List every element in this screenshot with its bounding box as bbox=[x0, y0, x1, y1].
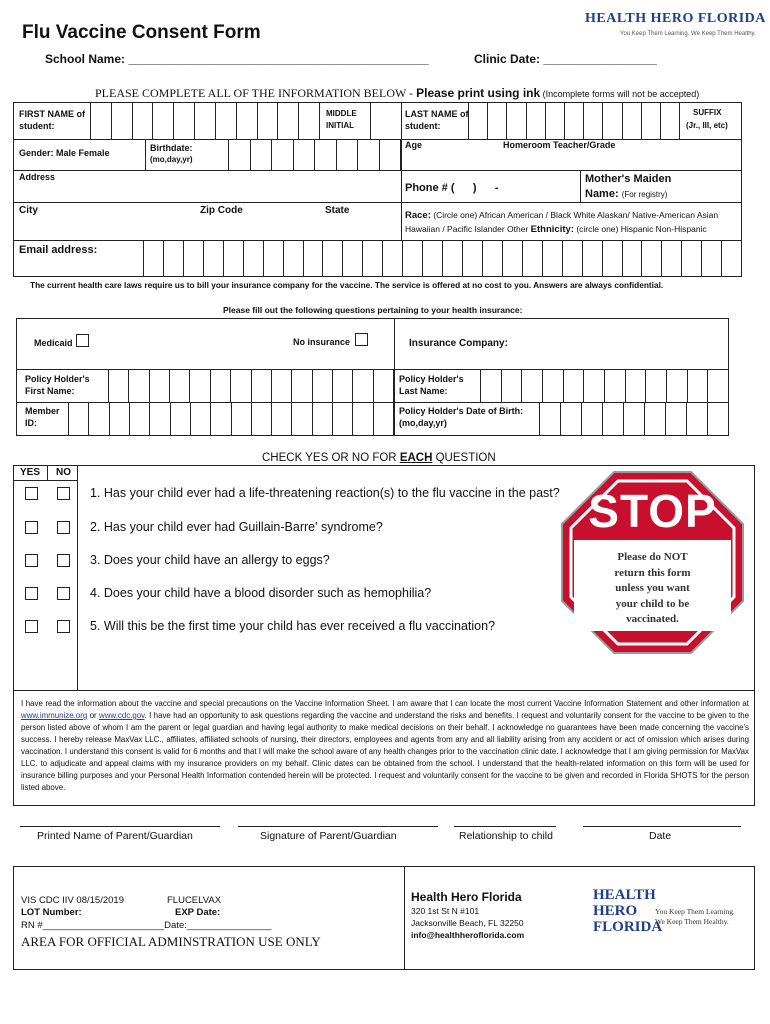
phone-label[interactable]: Phone # ( ) - bbox=[405, 182, 499, 194]
footer-logo-line-1: HEALTH bbox=[593, 887, 656, 903]
q3-no-checkbox[interactable] bbox=[57, 554, 70, 567]
lot-number-label[interactable]: LOT Number: bbox=[21, 907, 82, 918]
form-title: Flu Vaccine Consent Form bbox=[22, 22, 261, 43]
no-insurance-label: No insurance bbox=[293, 337, 351, 347]
last-name-input[interactable] bbox=[468, 102, 680, 139]
gender-label[interactable]: Gender: Male Female bbox=[19, 148, 110, 158]
org-address-1: 320 1st St N #101 bbox=[411, 906, 480, 916]
city-label[interactable]: City bbox=[19, 205, 38, 216]
stop-line-4: your child to be bbox=[615, 597, 690, 610]
q4-yes-checkbox[interactable] bbox=[25, 587, 38, 600]
race-line[interactable] bbox=[405, 210, 718, 221]
policy-holder-first-label: Policy Holder's First Name: bbox=[25, 374, 90, 396]
mothers-name-label: Name: bbox=[585, 188, 619, 200]
mothers-maiden-name[interactable] bbox=[585, 188, 667, 200]
medicaid-label: Medicaid bbox=[34, 338, 73, 348]
q5-yes-checkbox[interactable] bbox=[25, 620, 38, 633]
q2-no-checkbox[interactable] bbox=[57, 521, 70, 534]
rn-date-line[interactable]: RN #_______________________Date:________________ bbox=[21, 920, 272, 931]
q4-no-checkbox[interactable] bbox=[57, 587, 70, 600]
stop-sign-icon bbox=[560, 470, 745, 655]
questions-header-end: QUESTION bbox=[432, 452, 496, 464]
header-logo: HEALTH HERO FLORIDA bbox=[585, 11, 766, 26]
stop-line-2: return this form bbox=[614, 566, 691, 579]
questions-header-text: CHECK YES OR NO FOR bbox=[262, 452, 400, 464]
immunize-link[interactable]: www.immunize.org bbox=[21, 711, 88, 720]
race-label: Race: bbox=[405, 210, 431, 221]
stop-word: STOP bbox=[588, 485, 717, 537]
ethnicity-options: (circle one) Hispanic Non-Hispanic bbox=[573, 224, 707, 234]
date-line[interactable] bbox=[583, 826, 741, 827]
stop-line-1: Please do NOT bbox=[617, 551, 688, 563]
state-label[interactable]: State bbox=[325, 205, 350, 216]
consent-part-1: I have read the information about the vaccine and special precautions on the Vaccine Information Sheet. I am aware that I can locate the most current Vaccine Information Statement and other information at bbox=[21, 699, 749, 708]
email-label: Email address: bbox=[19, 244, 98, 256]
instructions-note: (Incomplete forms will not be accepted) bbox=[540, 89, 700, 99]
footer-tagline-1: You Keep Them Learning. bbox=[655, 907, 735, 916]
question-4: 4. Does your child have a blood disorder such as hemophilia? bbox=[90, 586, 432, 600]
registry-note: (For registry) bbox=[621, 190, 668, 199]
middle-initial-input[interactable] bbox=[370, 102, 401, 139]
org-name: Health Hero Florida bbox=[411, 890, 522, 904]
footer-tagline-2: We Keep Them Healthy. bbox=[655, 917, 729, 926]
footer-logo bbox=[593, 887, 662, 935]
q1-no-checkbox[interactable] bbox=[57, 487, 70, 500]
org-email: info@healthheroflorida.com bbox=[411, 930, 525, 940]
member-id-label: Member ID: bbox=[25, 406, 60, 428]
question-5: 5. Will this be the first time your child has ever received a flu vaccination? bbox=[90, 619, 496, 633]
age-label: Age bbox=[405, 140, 423, 150]
consent-part-2: . I have had an opportunity to ask questions regarding the vaccine and understand the risks and benefits. I request and voluntarily consent for the vaccine to be given to the person listed above of whom I am the parent or legal guardian and having legal authority to make medical decisions on their behalf. I acknowledge no guarantees have been made concerning the vaccine's success. I hereby release MaxVax LLC., affiliates, affiliated schools of nursing, their directors, employees and agents from any and all liability arising from any accident or act of omission which arises during vaccination. I understand this consent is valid for 6 months and that I will make the school aware of any health changes prior to the vaccination clinic date. I acknowledge that I am giving permission for MaxVax LLC. to adjudicate and appeal claims with my insurance providers on my behalf. Clinic dates can be obtained from the school. I understand that the health-related information on this form will be used for insurance billing purposes and your Personal Health Information contended herein will be protected. I request and voluntarily consent for the vaccine to be given and recorded in Florida SHOTS for the person listed above. bbox=[21, 711, 749, 792]
instructions-emphasis: Please print using ink bbox=[416, 86, 541, 100]
birthdate-label: Birthdate: bbox=[150, 143, 193, 153]
first-name-label: FIRST NAME of student: bbox=[19, 109, 85, 131]
relationship-label: Relationship to child bbox=[459, 830, 553, 842]
date-label: Date bbox=[649, 830, 672, 842]
q5-no-checkbox[interactable] bbox=[57, 620, 70, 633]
policy-holder-dob-input[interactable] bbox=[539, 402, 729, 436]
cdc-link[interactable]: www.cdc.gov bbox=[99, 711, 145, 720]
race-options: (Circle one) African American / Black White Alaskan/ Native-American Asian bbox=[430, 210, 719, 220]
ethnicity-line[interactable] bbox=[405, 224, 707, 235]
birthdate-format: (mo,day,yr) bbox=[150, 155, 193, 164]
zip-label[interactable]: Zip Code bbox=[200, 205, 243, 216]
signature-line[interactable] bbox=[238, 826, 438, 827]
yes-column-header: YES bbox=[20, 467, 41, 478]
vis-label: VIS CDC IIV 08/15/2019 bbox=[21, 895, 124, 906]
first-name-input[interactable] bbox=[90, 102, 320, 139]
flucelvax-label: FLUCELVAX bbox=[167, 895, 222, 906]
org-address-2: Jacksonville Beach, FL 32250 bbox=[411, 918, 524, 928]
question-3: 3. Does your child have an allergy to eggs? bbox=[90, 553, 330, 567]
instructions bbox=[95, 86, 699, 101]
official-use-heading: AREA FOR OFFICIAL ADMINSTRATION USE ONLY bbox=[21, 934, 321, 949]
printed-name-line[interactable] bbox=[20, 826, 220, 827]
clinic-date-field[interactable]: Clinic Date: _________________ bbox=[474, 52, 657, 66]
ethnicity-label: Ethnicity: bbox=[530, 224, 574, 235]
q3-yes-checkbox[interactable] bbox=[25, 554, 38, 567]
header-logo-tagline: You Keep Them Learning. We Keep Them Healthy. bbox=[620, 31, 756, 37]
policy-holder-dob-label: Policy Holder's Date of Birth: (mo,day,yr) bbox=[399, 406, 524, 428]
consent-text bbox=[21, 698, 749, 794]
school-name-field[interactable]: School Name: _____________________________________________ bbox=[45, 52, 429, 66]
insurance-prompt: Please fill out the following questions pertaining to your health insurance: bbox=[223, 305, 523, 315]
policy-holder-last-input[interactable] bbox=[480, 369, 729, 402]
footer-logo-tagline bbox=[655, 907, 735, 927]
relationship-line[interactable] bbox=[454, 826, 556, 827]
birthdate-input[interactable] bbox=[228, 139, 401, 170]
q2-yes-checkbox[interactable] bbox=[25, 521, 38, 534]
policy-holder-first-input[interactable] bbox=[108, 369, 394, 402]
suffix-note: (Jr., III, etc) bbox=[686, 121, 728, 130]
no-insurance-checkbox[interactable] bbox=[355, 333, 368, 346]
printed-name-label: Printed Name of Parent/Guardian bbox=[37, 830, 193, 842]
stop-line-5: vaccinated. bbox=[626, 613, 679, 625]
footer-logo-line-2: HERO bbox=[593, 903, 638, 919]
instructions-text: PLEASE COMPLETE ALL OF THE INFORMATION BELOW - bbox=[95, 86, 417, 100]
middle-initial-label: MIDDLE INITIAL bbox=[326, 109, 357, 130]
footer-logo-line-3: FLORIDA bbox=[593, 919, 663, 935]
question-1: 1. Has your child ever had a life-threatening reaction(s) to the flu vaccine in the past? bbox=[90, 486, 560, 500]
q1-yes-checkbox[interactable] bbox=[25, 487, 38, 500]
no-column-header: NO bbox=[56, 467, 71, 478]
teacher-label: Homeroom Teacher/Grade bbox=[503, 140, 616, 150]
suffix-label: SUFFIX bbox=[693, 108, 722, 117]
policy-holder-last-label: Policy Holder's Last Name: bbox=[399, 374, 464, 396]
questions-header bbox=[262, 452, 496, 464]
question-2: 2. Has your child ever had Guillain-Barre' syndrome? bbox=[90, 520, 383, 534]
email-input[interactable] bbox=[143, 240, 742, 277]
medicaid-checkbox[interactable] bbox=[76, 334, 89, 347]
questions-header-each: EACH bbox=[399, 452, 433, 464]
address-label[interactable]: Address bbox=[19, 172, 56, 182]
exp-date-label[interactable]: EXP Date: bbox=[175, 907, 221, 918]
last-name-label: LAST NAME of student: bbox=[405, 109, 469, 131]
stop-line-3: unless you want bbox=[615, 582, 690, 594]
race-options-2: Hawaiian / Pacific Islander Other bbox=[405, 224, 531, 234]
signature-label: Signature of Parent/Guardian bbox=[260, 830, 397, 842]
insurance-billing-note: The current health care laws require us to bill your insurance company for the vaccine. The service is offered at no cost to you. Answers are always confidential. bbox=[30, 280, 664, 290]
member-id-input[interactable] bbox=[68, 402, 394, 436]
insurance-company-label[interactable]: Insurance Company: bbox=[409, 338, 508, 349]
mothers-maiden-label: Mother's Maiden bbox=[585, 173, 672, 185]
consent-or: or bbox=[87, 711, 100, 720]
stop-message bbox=[574, 550, 731, 628]
